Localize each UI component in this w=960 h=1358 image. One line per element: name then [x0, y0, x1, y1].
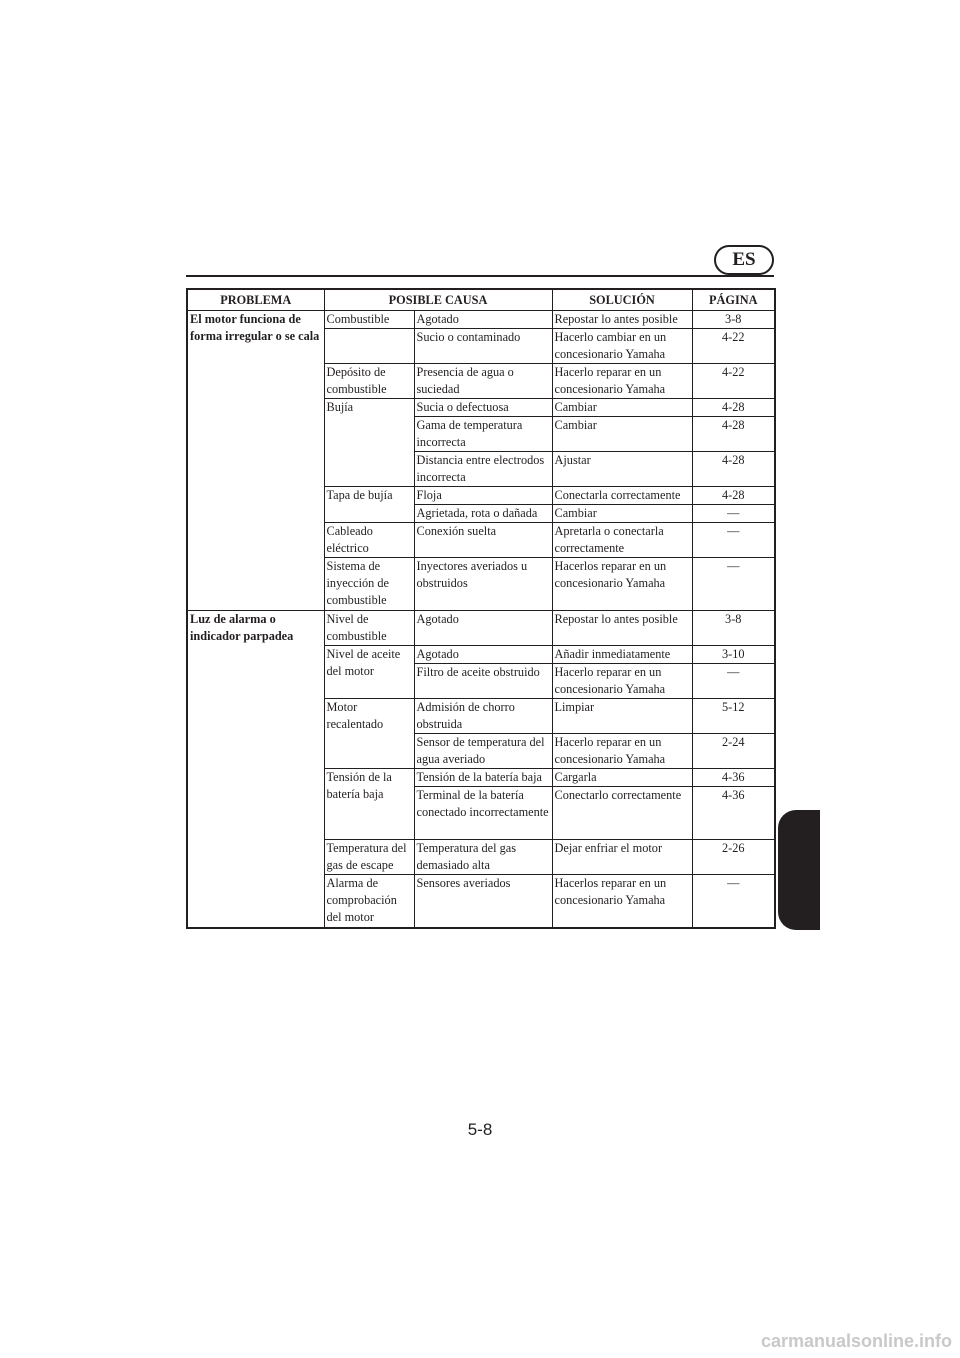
table-header-row	[187, 289, 775, 311]
detail-cell: Filtro de aceite obstruido	[414, 664, 552, 699]
page-number: 5-8	[467, 1120, 493, 1139]
solution-cell: Hacerlo reparar en un concesionario Yamaha	[552, 664, 692, 699]
problem-cell: Luz de alarma o indicador parpadea	[187, 611, 324, 928]
page-cell: —	[692, 505, 775, 523]
cause-cell: Combustible	[324, 311, 414, 329]
detail-cell: Agotado	[414, 311, 552, 329]
detail-cell: Sensor de temperatura del agua averiado	[414, 734, 552, 769]
solution-cell: Hacerlo cambiar en un concesionario Yamaha	[552, 329, 692, 364]
solution-cell: Ajustar	[552, 452, 692, 487]
page-cell: 4-22	[692, 329, 775, 364]
page-cell: —	[692, 875, 775, 928]
detail-cell: Sucia o defectuosa	[414, 399, 552, 417]
detail-cell: Sensores averiados	[414, 875, 552, 928]
cause-cell: Tensión de la batería baja	[324, 769, 414, 840]
detail-cell: Agrietada, rota o dañada	[414, 505, 552, 523]
page-cell: 5-12	[692, 699, 775, 734]
detail-cell: Agotado	[414, 646, 552, 664]
page-cell: 4-22	[692, 364, 775, 399]
solution-cell: Cambiar	[552, 417, 692, 452]
detail-cell: Temperatura del gas demasiado alta	[414, 840, 552, 875]
cause-cell: Nivel de combustible	[324, 611, 414, 646]
cause-cell: Cableado eléctrico	[324, 523, 414, 558]
language-badge: ES	[714, 245, 774, 275]
solution-cell: Añadir inmediatamente	[552, 646, 692, 664]
detail-cell: Tensión de la batería baja	[414, 769, 552, 787]
detail-cell: Terminal de la batería conectado incorrectamente	[414, 787, 552, 840]
watermark: carmanualsonline.info	[760, 1331, 952, 1351]
page-cell: 3-8	[692, 311, 775, 329]
table-row	[187, 311, 775, 329]
cause-cell: Alarma de comprobación del motor	[324, 875, 414, 928]
solution-cell: Hacerlos reparar en un concesionario Yamaha	[552, 558, 692, 611]
column-header-page: PÁGINA	[692, 289, 775, 311]
page-cell: —	[692, 523, 775, 558]
page-cell: 4-28	[692, 452, 775, 487]
page-cell: 3-8	[692, 611, 775, 646]
solution-cell: Repostar lo antes posible	[552, 311, 692, 329]
solution-cell: Hacerlo reparar en un concesionario Yamaha	[552, 364, 692, 399]
detail-cell: Presencia de agua o suciedad	[414, 364, 552, 399]
header-rule	[186, 275, 774, 277]
solution-cell: Conectarla correctamente	[552, 487, 692, 505]
detail-cell: Sucio o contaminado	[414, 329, 552, 364]
page-cell: 4-36	[692, 787, 775, 840]
solution-cell: Dejar enfriar el motor	[552, 840, 692, 875]
page-cell: 2-26	[692, 840, 775, 875]
page-cell: —	[692, 558, 775, 611]
page-cell: 4-36	[692, 769, 775, 787]
solution-cell: Repostar lo antes posible	[552, 611, 692, 646]
detail-cell: Admisión de chorro obstruida	[414, 699, 552, 734]
solution-cell: Limpiar	[552, 699, 692, 734]
solution-cell: Cambiar	[552, 505, 692, 523]
column-header-solution: SOLUCIÓN	[552, 289, 692, 311]
detail-cell: Floja	[414, 487, 552, 505]
troubleshooting-table	[186, 288, 776, 929]
page-cell: —	[692, 664, 775, 699]
page-cell: 4-28	[692, 487, 775, 505]
cause-cell: Tapa de bujía	[324, 487, 414, 523]
problem-cell: El motor funciona de forma irregular o se cala	[187, 311, 324, 611]
cause-cell: Depósito de combustible	[324, 364, 414, 399]
page-cell: 2-24	[692, 734, 775, 769]
detail-cell: Inyectores averiados u obstruidos	[414, 558, 552, 611]
page-cell: 3-10	[692, 646, 775, 664]
cause-cell: Temperatura del gas de escape	[324, 840, 414, 875]
column-header-cause: POSIBLE CAUSA	[324, 289, 552, 311]
chapter-tab	[778, 810, 820, 930]
cause-cell: Sistema de inyección de combustible	[324, 558, 414, 611]
cause-cell: Motor recalentado	[324, 699, 414, 769]
detail-cell: Gama de temperatura incorrecta	[414, 417, 552, 452]
detail-cell: Distancia entre electrodos incorrecta	[414, 452, 552, 487]
page-cell: 4-28	[692, 399, 775, 417]
solution-cell: Hacerlos reparar en un concesionario Yamaha	[552, 875, 692, 928]
solution-cell: Apretarla o conectarla correctamente	[552, 523, 692, 558]
column-header-problem: PROBLEMA	[187, 289, 324, 311]
detail-cell: Agotado	[414, 611, 552, 646]
solution-cell: Cargarla	[552, 769, 692, 787]
detail-cell: Conexión suelta	[414, 523, 552, 558]
solution-cell: Hacerlo reparar en un concesionario Yamaha	[552, 734, 692, 769]
page-cell: 4-28	[692, 417, 775, 452]
cause-cell	[324, 329, 414, 364]
cause-cell: Bujía	[324, 399, 414, 487]
solution-cell: Conectarlo correctamente	[552, 787, 692, 840]
table-row	[187, 611, 775, 646]
solution-cell: Cambiar	[552, 399, 692, 417]
cause-cell: Nivel de aceite del motor	[324, 646, 414, 699]
